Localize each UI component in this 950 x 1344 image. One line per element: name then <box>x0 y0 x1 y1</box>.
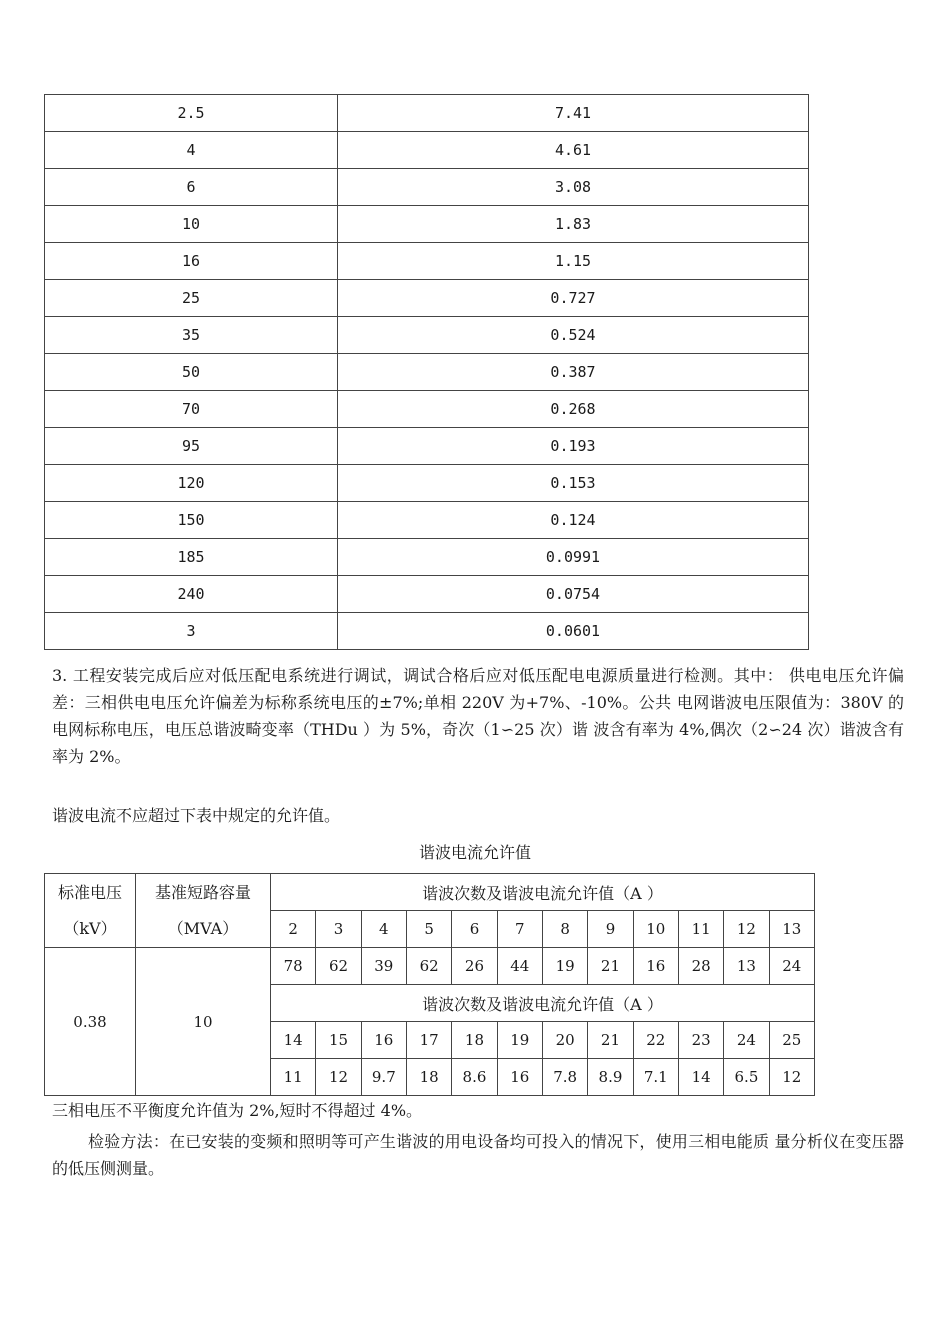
paragraph-harmonic-limit: 谐波电流不应超过下表中规定的允许值。 <box>52 806 341 825</box>
cell-cross-section: 16 <box>45 243 338 280</box>
cell-cross-section: 2.5 <box>45 95 338 132</box>
cell-voltage: 0.38 <box>45 948 136 1096</box>
cell-harmonic-current: 28 <box>678 948 723 985</box>
cell-harmonic-current: 12 <box>769 1059 814 1096</box>
cell-harmonic-order: 24 <box>724 1022 769 1059</box>
cell-resistance: 0.524 <box>338 317 809 354</box>
cell-harmonic-current: 26 <box>452 948 497 985</box>
table-row <box>45 613 809 650</box>
resistance-table-body <box>45 95 809 650</box>
cell-harmonic-current: 8.6 <box>452 1059 497 1096</box>
header-standard-voltage: 标准电压（kV） <box>45 874 136 948</box>
table-row <box>45 243 809 280</box>
cell-harmonic-order: 23 <box>678 1022 723 1059</box>
header-harmonic-group-2: 谐波次数及谐波电流允许值（A ） <box>271 985 815 1022</box>
cell-harmonic-order: 12 <box>724 911 769 948</box>
cell-harmonic-order: 4 <box>361 911 406 948</box>
cell-harmonic-order: 5 <box>406 911 451 948</box>
cell-harmonic-current: 62 <box>316 948 361 985</box>
cell-harmonic-order: 6 <box>452 911 497 948</box>
cell-harmonic-order: 7 <box>497 911 542 948</box>
cell-harmonic-order: 2 <box>271 911 316 948</box>
cell-cross-section: 35 <box>45 317 338 354</box>
cell-harmonic-order: 3 <box>316 911 361 948</box>
cell-harmonic-order: 13 <box>769 911 814 948</box>
cell-harmonic-order: 16 <box>361 1022 406 1059</box>
cell-harmonic-current: 18 <box>406 1059 451 1096</box>
cell-harmonic-current: 11 <box>271 1059 316 1096</box>
harmonic-header-row <box>45 874 815 911</box>
cell-harmonic-current: 8.9 <box>588 1059 633 1096</box>
table-row <box>45 576 809 613</box>
table-row <box>45 317 809 354</box>
cell-harmonic-current: 16 <box>497 1059 542 1096</box>
table-row <box>45 465 809 502</box>
cell-harmonic-current: 78 <box>271 948 316 985</box>
cell-harmonic-current: 19 <box>542 948 587 985</box>
harmonic-current-table <box>44 873 815 1096</box>
cell-resistance: 7.41 <box>338 95 809 132</box>
table-row <box>45 428 809 465</box>
cell-resistance: 0.193 <box>338 428 809 465</box>
cell-resistance: 0.153 <box>338 465 809 502</box>
table-row <box>45 354 809 391</box>
cell-harmonic-current: 6.5 <box>724 1059 769 1096</box>
cell-harmonic-order: 11 <box>678 911 723 948</box>
cell-harmonic-current: 39 <box>361 948 406 985</box>
cell-cross-section: 240 <box>45 576 338 613</box>
cell-cross-section: 70 <box>45 391 338 428</box>
cell-harmonic-order: 22 <box>633 1022 678 1059</box>
cell-resistance: 0.268 <box>338 391 809 428</box>
cell-harmonic-order: 19 <box>497 1022 542 1059</box>
cell-harmonic-current: 24 <box>769 948 814 985</box>
cell-cross-section: 10 <box>45 206 338 243</box>
header-harmonic-group-1: 谐波次数及谐波电流允许值（A ） <box>271 874 815 911</box>
cell-resistance: 1.83 <box>338 206 809 243</box>
table-row <box>45 539 809 576</box>
table-row <box>45 132 809 169</box>
table-row <box>45 95 809 132</box>
cell-resistance: 0.0754 <box>338 576 809 613</box>
paragraph-item-3: 3. 工程安装完成后应对低压配电系统进行调试，调试合格后应对低压配电电源质量进行检测。其中： 供电电压允许偏差：三相供电电压允许偏差为标称系统电压的±7%;单相 220V 为+7%、-10%。公共 电网谐波电压限值为：380V 的电网标称电压，电压总谐波畸变率（THDu ）为 5%，奇次（1∽25 次）谐 波含有率为 4%,偶次（2∽24 次）谐波含有率为 2%。 <box>52 666 904 766</box>
cell-capacity: 10 <box>136 948 271 1096</box>
header-base-short-circuit-capacity: 基准短路容量（MVA） <box>136 874 271 948</box>
table-row <box>45 280 809 317</box>
cell-harmonic-order: 25 <box>769 1022 814 1059</box>
table-row <box>45 206 809 243</box>
paragraph-inspection-method: 检验方法：在已安装的变频和照明等可产生谐波的用电设备均可投入的情况下，使用三相电能质 量分析仪在变压器的低压侧测量。 <box>52 1132 904 1178</box>
cell-harmonic-order: 10 <box>633 911 678 948</box>
cell-harmonic-current: 7.8 <box>542 1059 587 1096</box>
cell-cross-section: 6 <box>45 169 338 206</box>
cell-cross-section: 185 <box>45 539 338 576</box>
cell-harmonic-order: 20 <box>542 1022 587 1059</box>
cell-resistance: 0.124 <box>338 502 809 539</box>
cell-harmonic-order: 14 <box>271 1022 316 1059</box>
table-row <box>45 502 809 539</box>
cell-cross-section: 3 <box>45 613 338 650</box>
cell-cross-section: 120 <box>45 465 338 502</box>
cell-harmonic-current: 12 <box>316 1059 361 1096</box>
cell-cross-section: 4 <box>45 132 338 169</box>
cell-resistance: 4.61 <box>338 132 809 169</box>
harmonic-values-row-1 <box>45 948 815 985</box>
cell-harmonic-current: 16 <box>633 948 678 985</box>
cell-resistance: 1.15 <box>338 243 809 280</box>
cell-harmonic-order: 21 <box>588 1022 633 1059</box>
cell-cross-section: 150 <box>45 502 338 539</box>
cell-resistance: 0.387 <box>338 354 809 391</box>
cell-resistance: 0.0601 <box>338 613 809 650</box>
harmonic-table-caption: 谐波电流允许值 <box>418 843 531 862</box>
cell-harmonic-order: 18 <box>452 1022 497 1059</box>
cell-harmonic-order: 15 <box>316 1022 361 1059</box>
cell-harmonic-current: 13 <box>724 948 769 985</box>
cell-harmonic-order: 9 <box>588 911 633 948</box>
paragraph-unbalance: 三相电压不平衡度允许值为 2%,短时不得超过 4%。 <box>52 1101 423 1120</box>
resistance-table <box>44 94 809 650</box>
cell-harmonic-current: 9.7 <box>361 1059 406 1096</box>
cell-harmonic-order: 17 <box>406 1022 451 1059</box>
cell-cross-section: 50 <box>45 354 338 391</box>
cell-harmonic-current: 44 <box>497 948 542 985</box>
cell-harmonic-current: 14 <box>678 1059 723 1096</box>
cell-harmonic-order: 8 <box>542 911 587 948</box>
cell-resistance: 3.08 <box>338 169 809 206</box>
cell-harmonic-current: 7.1 <box>633 1059 678 1096</box>
cell-cross-section: 95 <box>45 428 338 465</box>
table-row <box>45 169 809 206</box>
cell-harmonic-current: 62 <box>406 948 451 985</box>
cell-resistance: 0.0991 <box>338 539 809 576</box>
cell-harmonic-current: 21 <box>588 948 633 985</box>
table-row <box>45 391 809 428</box>
cell-cross-section: 25 <box>45 280 338 317</box>
cell-resistance: 0.727 <box>338 280 809 317</box>
